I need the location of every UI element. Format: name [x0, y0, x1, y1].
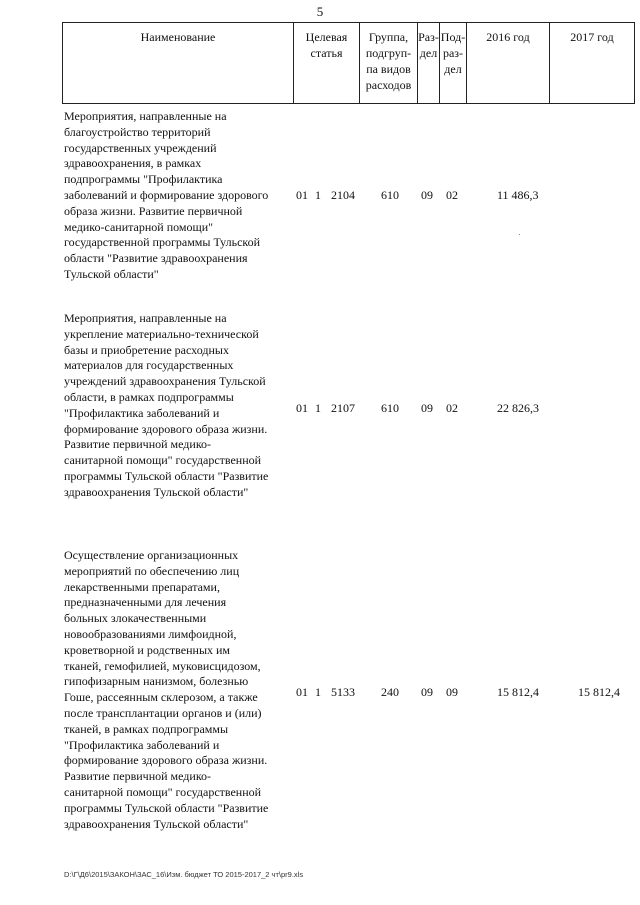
- desc-line: санитарной помощи" государственной: [64, 453, 262, 468]
- row-2-value-2016: 22 826,3: [497, 401, 539, 415]
- file-path-footer: D:\Г\Д6\2015\ЗАКОН\ЗАС_16\Изм. бюджет ТО 2015-2017_2 чт\pr9.xls: [64, 870, 304, 879]
- desc-line: базы и приобретение расходных: [64, 342, 229, 357]
- desc-line: санитарной помощи" государственной: [64, 784, 262, 799]
- desc-line: государственных учреждений: [64, 140, 217, 155]
- desc-line: тканей, гемофилией, муковисцидозом,: [64, 658, 261, 673]
- desc-line: благоустройство территорий: [64, 124, 211, 139]
- desc-line: учреждений здравоохранения Тульской: [64, 374, 266, 389]
- row-2-code-direction: 2107: [331, 401, 355, 415]
- desc-line: области "Развитие здравоохранения: [64, 251, 248, 266]
- row-1-group: 610: [381, 188, 399, 202]
- row-1-description: [64, 109, 294, 283]
- row-2-description: [64, 311, 294, 501]
- header-target-article: [294, 23, 360, 103]
- desc-line: формирование здорового образа жизни.: [64, 753, 268, 768]
- header-target-line: Целевая: [305, 30, 348, 44]
- desc-line: мероприятий по обеспечению лиц: [64, 563, 240, 578]
- row-3-code-direction: 5133: [331, 685, 355, 699]
- row-2-group: 610: [381, 401, 399, 415]
- header-name: [63, 23, 294, 103]
- desc-line: Гоше, рассеянным склерозом, а также: [64, 690, 258, 705]
- desc-line: Осуществление организационных: [64, 548, 239, 562]
- desc-line: новообразованиями лимфоидной,: [64, 626, 237, 641]
- row-2-subsection: 02: [446, 401, 458, 415]
- desc-line: здравоохранения Тульской области": [64, 816, 249, 831]
- desc-line: программы Тульской области "Развитие: [64, 468, 269, 483]
- desc-line: области, в рамках подпрограммы: [64, 389, 234, 404]
- header-subsection-line: раз-: [442, 46, 464, 60]
- desc-line: Мероприятия, направленные на: [64, 109, 227, 123]
- row-3-value-2016: 15 812,4: [497, 685, 539, 699]
- row-1-section: 09: [421, 188, 433, 202]
- header-subsection: [440, 23, 467, 103]
- desc-line: материалов для государственных: [64, 358, 234, 373]
- desc-line: Тульской области": [64, 266, 159, 281]
- desc-line: предназначенными для лечения: [64, 595, 227, 610]
- desc-line: "Профилактика заболеваний и: [64, 405, 220, 420]
- desc-line: программы Тульской области "Развитие: [64, 800, 269, 815]
- header-2016: [467, 23, 550, 103]
- header-group-line: расходов: [365, 78, 412, 92]
- row-2-section: 09: [421, 401, 433, 415]
- row-3-description: [64, 548, 294, 832]
- header-2017-line: 2017 год: [570, 30, 614, 44]
- row-2-code-subprogram: 1: [315, 401, 321, 415]
- row-3-section: 09: [421, 685, 433, 699]
- desc-line: после трансплантации органов и (или): [64, 705, 262, 720]
- desc-line: здравоохранения, в рамках: [64, 156, 202, 171]
- desc-line: Развитие первичной медико-: [64, 437, 212, 452]
- desc-line: заболеваний и формирование здорового: [64, 187, 269, 202]
- page-number: 5: [316, 4, 324, 19]
- desc-line: государственной программы Тульской: [64, 235, 261, 250]
- header-2017: [550, 23, 635, 103]
- desc-line: "Профилактика заболеваний и: [64, 737, 220, 752]
- row-1-code-direction: 2104: [331, 188, 355, 202]
- desc-line: формирование здорового образа жизни.: [64, 421, 268, 436]
- desc-line: больных злокачественными: [64, 611, 207, 626]
- desc-line: укрепление материально-технической: [64, 326, 259, 341]
- row-2-code-program: 01: [296, 401, 308, 415]
- desc-line: лекарственными препаратами,: [64, 579, 220, 594]
- header-name-line: Наименование: [140, 30, 216, 44]
- header-group: [360, 23, 418, 103]
- row-1-subsection: 02: [446, 188, 458, 202]
- header-subsection-line: дел: [444, 62, 462, 76]
- header-section-line: Раз-: [418, 30, 439, 44]
- desc-line: кроветворной и родственных им: [64, 642, 231, 657]
- row-3-group: 240: [381, 685, 399, 699]
- row-3-value-2017: 15 812,4: [578, 685, 620, 699]
- table-header: [62, 22, 635, 104]
- desc-line: гипофизарным нанизмом, болезнью: [64, 674, 249, 689]
- desc-line: подпрограммы "Профилактика: [64, 172, 223, 187]
- desc-line: Развитие первичной медико-: [64, 769, 212, 784]
- desc-line: тканей, в рамках подпрограммы: [64, 721, 229, 736]
- header-target-line: статья: [310, 46, 343, 60]
- row-3-code-program: 01: [296, 685, 308, 699]
- desc-line: медико-санитарной помощи": [64, 219, 214, 234]
- header-subsection-line: Под-: [440, 30, 466, 44]
- header-group-line: па видов: [366, 62, 411, 76]
- row-1-code-subprogram: 1: [315, 188, 321, 202]
- row-1-value-2016: 11 486,3: [497, 188, 539, 202]
- scan-speck: [519, 234, 520, 235]
- row-3-subsection: 09: [446, 685, 458, 699]
- row-1-code-program: 01: [296, 188, 308, 202]
- row-3-code-subprogram: 1: [315, 685, 321, 699]
- desc-line: образа жизни. Развитие первичной: [64, 203, 243, 218]
- desc-line: здравоохранения Тульской области": [64, 484, 249, 499]
- header-group-line: Группа,: [368, 30, 409, 44]
- header-group-line: подгруп-: [365, 46, 412, 60]
- header-2016-line: 2016 год: [486, 30, 530, 44]
- header-section: [418, 23, 440, 103]
- desc-line: Мероприятия, направленные на: [64, 311, 227, 325]
- header-section-line: дел: [419, 46, 438, 60]
